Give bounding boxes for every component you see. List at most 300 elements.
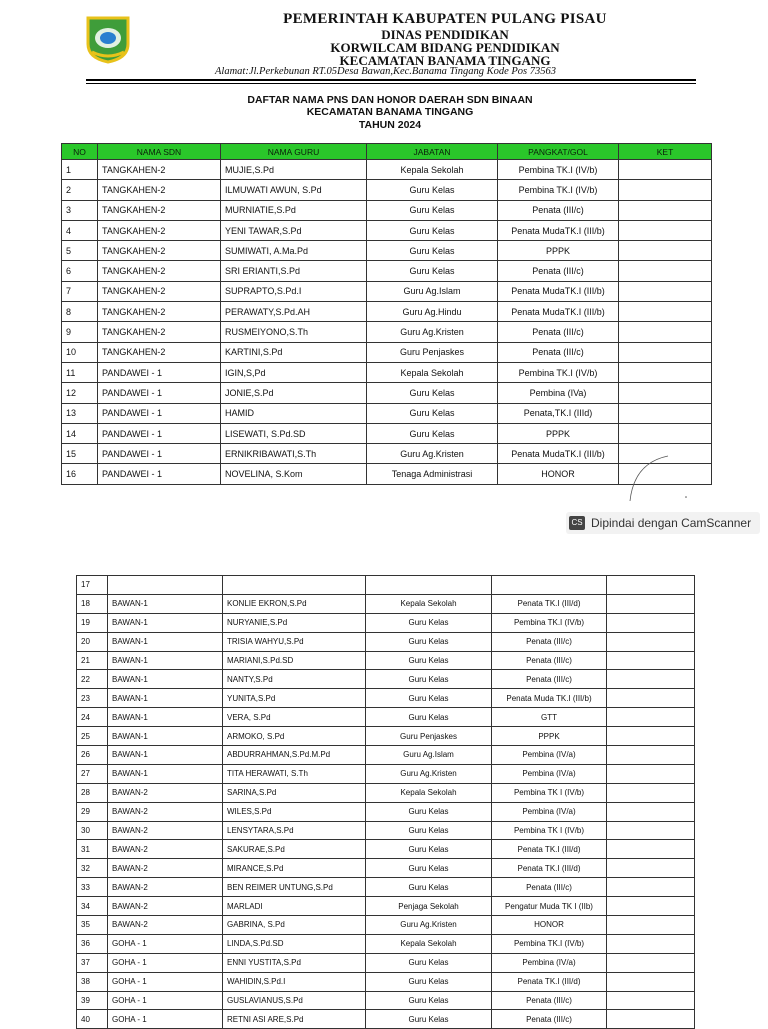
cell-rank: Pembina TK I (IV/b): [492, 783, 607, 802]
cell-school: GOHA - 1: [108, 934, 223, 953]
cell-position: Guru Kelas: [367, 180, 498, 200]
cell-teacher: MURNIATIE,S.Pd: [221, 200, 367, 220]
cell-no: 1: [62, 160, 98, 180]
cell-teacher: NURYANIE,S.Pd: [223, 613, 366, 632]
cell-position: Guru Kelas: [366, 972, 492, 991]
table-row: [62, 342, 712, 362]
cell-teacher: RETNI ASI ARE,S.Pd: [223, 1010, 366, 1029]
cell-school: BAWAN-1: [108, 632, 223, 651]
table-row: [77, 783, 695, 802]
cell-teacher: LINDA,S.Pd.SD: [223, 934, 366, 953]
col-rank: PANGKAT/GOL: [498, 144, 619, 160]
cell-position: Guru Kelas: [367, 220, 498, 240]
cell-teacher: TRISIA WAHYU,S.Pd: [223, 632, 366, 651]
title-line-1: DAFTAR NAMA PNS DAN HONOR DAERAH SDN BINAAN: [247, 94, 533, 106]
cell-note: [607, 897, 695, 916]
cell-position: Guru Kelas: [366, 802, 492, 821]
table-row: [77, 746, 695, 765]
cell-note: [619, 160, 712, 180]
cell-position: Guru Kelas: [366, 840, 492, 859]
cell-no: 22: [77, 670, 108, 689]
cell-teacher: MUJIE,S.Pd: [221, 160, 367, 180]
cell-rank: Pembina TK.I (IV/b): [492, 613, 607, 632]
cell-rank: Penata TK.I (III/d): [492, 859, 607, 878]
table-row: [77, 576, 695, 595]
cell-rank: Penata,TK.I (IIId): [498, 403, 619, 423]
cell-no: 26: [77, 746, 108, 765]
table-row: [62, 464, 712, 484]
cell-no: 2: [62, 180, 98, 200]
table-row: [77, 632, 695, 651]
cell-no: 11: [62, 362, 98, 382]
cell-note: [619, 322, 712, 342]
cell-rank: [492, 576, 607, 595]
cell-no: 30: [77, 821, 108, 840]
cell-rank: GTT: [492, 708, 607, 727]
cell-note: [619, 403, 712, 423]
cell-position: Kepala Sekolah: [366, 594, 492, 613]
cell-no: 13: [62, 403, 98, 423]
cell-school: PANDAWEI - 1: [98, 444, 221, 464]
cell-school: BAWAN-1: [108, 746, 223, 765]
cell-teacher: LENSYTARA,S.Pd: [223, 821, 366, 840]
cell-teacher: SARINA,S.Pd: [223, 783, 366, 802]
cell-no: 12: [62, 383, 98, 403]
cell-note: [619, 180, 712, 200]
table-row: [62, 180, 712, 200]
cell-rank: Pembina (IV/a): [492, 953, 607, 972]
table-row: [62, 403, 712, 423]
cell-note: [607, 670, 695, 689]
pen-mark: [628, 453, 688, 503]
cell-school: BAWAN-2: [108, 859, 223, 878]
cell-position: Guru Ag.Kristen: [367, 322, 498, 342]
cell-school: BAWAN-2: [108, 821, 223, 840]
table-row: [77, 953, 695, 972]
table-row: [62, 423, 712, 443]
cell-position: Guru Kelas: [367, 241, 498, 261]
cell-rank: Penata (III/c): [492, 651, 607, 670]
cell-no: 14: [62, 423, 98, 443]
divider: [86, 79, 696, 81]
cell-position: Guru Kelas: [366, 1010, 492, 1029]
cell-rank: Penata MudaTK.I (III/b): [498, 220, 619, 240]
cell-no: 32: [77, 859, 108, 878]
cell-school: PANDAWEI - 1: [98, 464, 221, 484]
cell-position: Kepala Sekolah: [366, 934, 492, 953]
table-row: [62, 281, 712, 301]
cell-note: [607, 764, 695, 783]
cell-note: [619, 362, 712, 382]
cell-rank: Penata Muda TK.I (III/b): [492, 689, 607, 708]
cell-no: 18: [77, 594, 108, 613]
cell-position: Guru Kelas: [366, 821, 492, 840]
cell-no: 6: [62, 261, 98, 281]
cell-rank: Penata (III/c): [498, 261, 619, 281]
table-row: [77, 991, 695, 1010]
cell-no: 31: [77, 840, 108, 859]
table-row: [62, 302, 712, 322]
staff-table-page2: [76, 575, 695, 1029]
cell-note: [607, 689, 695, 708]
cell-note: [607, 783, 695, 802]
cell-no: 29: [77, 802, 108, 821]
cell-note: [619, 302, 712, 322]
cell-school: BAWAN-2: [108, 897, 223, 916]
cell-rank: Pembina (IVa): [498, 383, 619, 403]
col-school: NAMA SDN: [98, 144, 221, 160]
cell-teacher: YENI TAWAR,S.Pd: [221, 220, 367, 240]
cell-note: [607, 632, 695, 651]
cell-note: [607, 613, 695, 632]
cell-note: [607, 991, 695, 1010]
table-row: [77, 934, 695, 953]
cell-school: TANGKAHEN-2: [98, 261, 221, 281]
cell-no: 27: [77, 764, 108, 783]
cell-school: BAWAN-1: [108, 727, 223, 746]
cell-teacher: GABRINA, S.Pd: [223, 916, 366, 935]
camscanner-icon: CS: [569, 516, 585, 530]
cell-rank: PPPK: [492, 727, 607, 746]
cell-no: 7: [62, 281, 98, 301]
cell-note: [607, 1010, 695, 1029]
cell-school: BAWAN-2: [108, 783, 223, 802]
cell-school: GOHA - 1: [108, 953, 223, 972]
cell-school: BAWAN-2: [108, 916, 223, 935]
cell-rank: HONOR: [498, 464, 619, 484]
cell-school: TANGKAHEN-2: [98, 200, 221, 220]
cell-note: [619, 383, 712, 403]
cell-no: 17: [77, 576, 108, 595]
cell-note: [607, 840, 695, 859]
cell-rank: Penata (III/c): [492, 878, 607, 897]
camscanner-label: Dipindai dengan CamScanner: [591, 516, 752, 530]
cell-position: Guru Ag.Islam: [367, 281, 498, 301]
cell-school: TANGKAHEN-2: [98, 342, 221, 362]
cell-no: 3: [62, 200, 98, 220]
cell-rank: PPPK: [498, 241, 619, 261]
cell-school: TANGKAHEN-2: [98, 180, 221, 200]
cell-no: 39: [77, 991, 108, 1010]
table-row: [77, 821, 695, 840]
district-name: KECAMATAN BANAMA TINGANG: [339, 53, 551, 68]
cell-note: [607, 821, 695, 840]
cell-note: [607, 972, 695, 991]
cell-no: 21: [77, 651, 108, 670]
cell-no: 35: [77, 916, 108, 935]
cell-teacher: WAHIDIN,S.Pd.I: [223, 972, 366, 991]
table-row: [77, 916, 695, 935]
divider-thin: [86, 83, 696, 84]
col-no: NO: [62, 144, 98, 160]
cell-teacher: NOVELINA, S.Kom: [221, 464, 367, 484]
cell-rank: HONOR: [492, 916, 607, 935]
cell-school: PANDAWEI - 1: [98, 383, 221, 403]
regency-logo: [84, 14, 132, 64]
cell-school: GOHA - 1: [108, 991, 223, 1010]
address: Alamat:Jl.Perkebunan RT.05Desa Bawan,Kec.Banama Tingang Kode Pos 73563: [215, 66, 557, 77]
cell-position: Guru Kelas: [367, 200, 498, 220]
cell-teacher: MIRANCE,S.Pd: [223, 859, 366, 878]
cell-no: 38: [77, 972, 108, 991]
cell-rank: Penata MudaTK.I (III/b): [498, 444, 619, 464]
cell-teacher: YUNITA,S.Pd: [223, 689, 366, 708]
cell-note: [607, 576, 695, 595]
cell-rank: Pembina TK.I (IV/b): [498, 160, 619, 180]
cell-position: Guru Kelas: [366, 651, 492, 670]
table-row: [77, 727, 695, 746]
table-row: [77, 897, 695, 916]
cell-position: Guru Kelas: [366, 991, 492, 1010]
cell-note: [619, 200, 712, 220]
table-row: [77, 764, 695, 783]
cell-teacher: SUMIWATI, A.Ma.Pd: [221, 241, 367, 261]
cell-teacher: ABDURRAHMAN,S.Pd.M.Pd: [223, 746, 366, 765]
cell-teacher: LISEWATI, S.Pd.SD: [221, 423, 367, 443]
table-row: [77, 802, 695, 821]
cell-position: Kepala Sekolah: [366, 783, 492, 802]
cell-rank: Penata (III/c): [498, 200, 619, 220]
table-row: [77, 670, 695, 689]
staff-table-page1: [61, 143, 712, 485]
cell-school: BAWAN-1: [108, 651, 223, 670]
cell-school: GOHA - 1: [108, 972, 223, 991]
document-title: [200, 94, 580, 131]
title-line-3: TAHUN 2024: [358, 118, 422, 131]
cell-school: PANDAWEI - 1: [98, 423, 221, 443]
cell-position: Guru Kelas: [366, 632, 492, 651]
table-row: [77, 613, 695, 632]
cell-no: 15: [62, 444, 98, 464]
cell-rank: Penata (III/c): [498, 322, 619, 342]
cell-note: [607, 651, 695, 670]
cell-position: Guru Ag.Kristen: [367, 444, 498, 464]
cell-rank: Penata (III/c): [498, 342, 619, 362]
cell-teacher: NANTY,S.Pd: [223, 670, 366, 689]
cell-no: 37: [77, 953, 108, 972]
cell-school: TANGKAHEN-2: [98, 241, 221, 261]
cell-teacher: MARIANI,S.Pd.SD: [223, 651, 366, 670]
table-row: [77, 972, 695, 991]
table-row: [77, 1010, 695, 1029]
cell-rank: Pembina TK.I (IV/b): [498, 362, 619, 382]
cell-position: Guru Kelas: [366, 689, 492, 708]
cell-teacher: ILMUWATI AWUN, S.Pd: [221, 180, 367, 200]
cell-position: Guru Kelas: [366, 708, 492, 727]
cell-no: 23: [77, 689, 108, 708]
cell-school: BAWAN-1: [108, 594, 223, 613]
cell-school: BAWAN-1: [108, 670, 223, 689]
cell-teacher: VERA, S.Pd: [223, 708, 366, 727]
cell-school: BAWAN-1: [108, 613, 223, 632]
cell-no: 20: [77, 632, 108, 651]
cell-teacher: ENNI YUSTITA,S.Pd: [223, 953, 366, 972]
cell-position: Guru Ag.Kristen: [366, 764, 492, 783]
cell-no: 9: [62, 322, 98, 342]
cell-position: Guru Kelas: [366, 670, 492, 689]
cell-rank: Penata (III/c): [492, 632, 607, 651]
cell-rank: Penata (III/c): [492, 670, 607, 689]
gov-name: PEMERINTAH KABUPATEN PULANG PISAU: [283, 11, 607, 27]
table-row: [62, 200, 712, 220]
cell-position: Guru Kelas: [366, 953, 492, 972]
cell-rank: Pembina TK.I (IV/b): [492, 934, 607, 953]
cell-note: [619, 220, 712, 240]
cell-rank: Pembina (IV/a): [492, 764, 607, 783]
cell-position: Tenaga Administrasi: [367, 464, 498, 484]
cell-school: BAWAN-1: [108, 708, 223, 727]
cell-teacher: KARTINI,S.Pd: [221, 342, 367, 362]
cell-rank: Pembina TK I (IV/b): [492, 821, 607, 840]
dept-name: DINAS PENDIDIKAN: [381, 27, 509, 42]
cell-no: 28: [77, 783, 108, 802]
cell-teacher: RUSMEIYONO,S.Th: [221, 322, 367, 342]
cell-teacher: JONIE,S.Pd: [221, 383, 367, 403]
cell-school: TANGKAHEN-2: [98, 160, 221, 180]
cell-note: [607, 953, 695, 972]
cell-position: Guru Ag.Islam: [366, 746, 492, 765]
cell-position: Guru Kelas: [366, 613, 492, 632]
cell-rank: Penata MudaTK.I (III/b): [498, 302, 619, 322]
cell-rank: Penata TK.I (III/d): [492, 594, 607, 613]
cell-note: [607, 916, 695, 935]
table-row: [62, 322, 712, 342]
cell-rank: Pembina TK.I (IV/b): [498, 180, 619, 200]
cell-rank: Pembina (IV/a): [492, 746, 607, 765]
cell-position: Guru Kelas: [367, 423, 498, 443]
col-teacher: NAMA GURU: [221, 144, 367, 160]
cell-note: [607, 746, 695, 765]
table-row: [62, 444, 712, 464]
cell-position: Guru Kelas: [367, 261, 498, 281]
cell-teacher: IGIN,S,Pd: [221, 362, 367, 382]
cell-school: PANDAWEI - 1: [98, 362, 221, 382]
cell-rank: Penata (III/c): [492, 1010, 607, 1029]
cell-position: Kepala Sekolah: [367, 160, 498, 180]
cell-position: Guru Ag.Kristen: [366, 916, 492, 935]
cell-note: [607, 727, 695, 746]
cell-school: [108, 576, 223, 595]
cell-position: Guru Penjaskes: [366, 727, 492, 746]
table-row: [62, 220, 712, 240]
cell-position: Guru Penjaskes: [367, 342, 498, 362]
cell-position: [366, 576, 492, 595]
cell-teacher: KONLIE EKRON,S.Pd: [223, 594, 366, 613]
cell-no: 16: [62, 464, 98, 484]
cell-school: BAWAN-2: [108, 878, 223, 897]
cell-rank: Pengatur Muda TK I (IIb): [492, 897, 607, 916]
col-note: KET: [619, 144, 712, 160]
cell-position: Guru Kelas: [367, 403, 498, 423]
cell-note: [607, 708, 695, 727]
cell-school: BAWAN-1: [108, 764, 223, 783]
cell-teacher: ARMOKO, S.Pd: [223, 727, 366, 746]
cell-no: 33: [77, 878, 108, 897]
table-row: [62, 362, 712, 382]
cell-rank: Penata MudaTK.I (III/b): [498, 281, 619, 301]
cell-note: [607, 802, 695, 821]
cell-no: 25: [77, 727, 108, 746]
cell-teacher: ERNIKRIBAWATI,S.Th: [221, 444, 367, 464]
cell-rank: PPPK: [498, 423, 619, 443]
cell-school: PANDAWEI - 1: [98, 403, 221, 423]
cell-teacher: GUSLAVIANUS,S.Pd: [223, 991, 366, 1010]
office-name: KORWILCAM BIDANG PENDIDIKAN: [330, 40, 560, 55]
cell-no: 5: [62, 241, 98, 261]
cell-teacher: [223, 576, 366, 595]
cell-note: [607, 859, 695, 878]
table-row: [62, 160, 712, 180]
cell-no: 36: [77, 934, 108, 953]
cell-school: TANGKAHEN-2: [98, 281, 221, 301]
cell-school: BAWAN-1: [108, 689, 223, 708]
cell-no: 4: [62, 220, 98, 240]
table-row: [77, 689, 695, 708]
table-row: [62, 383, 712, 403]
cell-note: [619, 423, 712, 443]
table-row: [62, 241, 712, 261]
table-row: [77, 840, 695, 859]
cell-position: Guru Kelas: [367, 383, 498, 403]
cell-no: 10: [62, 342, 98, 362]
title-line-2: KECAMATAN BANAMA TINGANG: [306, 106, 474, 119]
cell-school: BAWAN-2: [108, 802, 223, 821]
table-row: [77, 651, 695, 670]
cell-teacher: MARLADI: [223, 897, 366, 916]
cell-teacher: SRI ERIANTI,S.Pd: [221, 261, 367, 281]
cell-position: Penjaga Sekolah: [366, 897, 492, 916]
cell-teacher: HAMID: [221, 403, 367, 423]
table-header-row: [62, 144, 712, 160]
cell-school: BAWAN-2: [108, 840, 223, 859]
cell-rank: Pembina (IV/a): [492, 802, 607, 821]
table-row: [77, 859, 695, 878]
cell-rank: Penata TK.I (III/d): [492, 972, 607, 991]
cell-teacher: SUPRAPTO,S.Pd.I: [221, 281, 367, 301]
cell-teacher: BEN REIMER UNTUNG,S.Pd: [223, 878, 366, 897]
cell-teacher: TITA HERAWATI, S.Th: [223, 764, 366, 783]
cell-teacher: WILES,S.Pd: [223, 802, 366, 821]
cell-school: TANGKAHEN-2: [98, 220, 221, 240]
cell-school: TANGKAHEN-2: [98, 322, 221, 342]
cell-no: 24: [77, 708, 108, 727]
cell-note: [607, 934, 695, 953]
cell-position: Kepala Sekolah: [367, 362, 498, 382]
cell-rank: Penata (III/c): [492, 991, 607, 1010]
cell-note: [607, 594, 695, 613]
cell-position: Guru Ag.Hindu: [367, 302, 498, 322]
cell-note: [619, 261, 712, 281]
cell-teacher: SAKURAE,S.Pd: [223, 840, 366, 859]
cell-position: Guru Kelas: [366, 859, 492, 878]
cell-note: [619, 281, 712, 301]
cell-no: 34: [77, 897, 108, 916]
col-position: JABATAN: [367, 144, 498, 160]
table-row: [77, 878, 695, 897]
cell-note: [607, 878, 695, 897]
cell-position: Guru Kelas: [366, 878, 492, 897]
cell-school: GOHA - 1: [108, 1010, 223, 1029]
letterhead: [210, 12, 680, 67]
cell-note: [619, 342, 712, 362]
cell-rank: Penata TK.I (III/d): [492, 840, 607, 859]
cell-school: TANGKAHEN-2: [98, 302, 221, 322]
cell-note: [619, 241, 712, 261]
table-row: [62, 261, 712, 281]
cell-no: 40: [77, 1010, 108, 1029]
cell-no: 19: [77, 613, 108, 632]
cell-teacher: PERAWATY,S.Pd.AH: [221, 302, 367, 322]
